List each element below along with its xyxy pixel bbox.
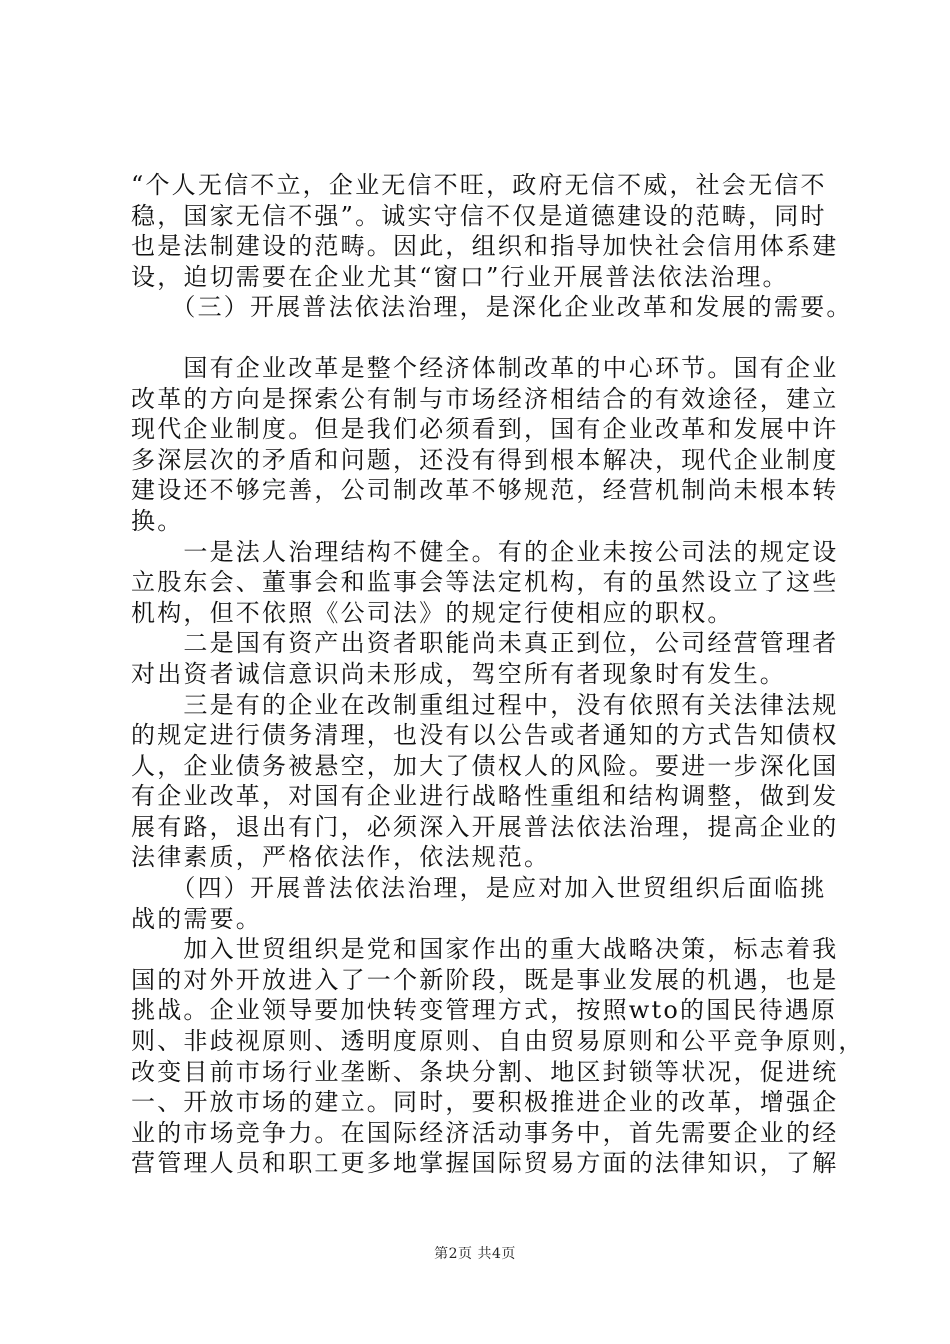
text-line: 换。	[131, 506, 184, 535]
text-line: 现代企业制度。但是我们必须看到，国有企业改革和发展中许	[131, 415, 839, 444]
text-line: 一是法人治理结构不健全。有的企业未按公司法的规定设	[131, 537, 839, 566]
text-line: 挑战。企业领导要加快转变管理方式，按照wto的国民待遇原	[131, 996, 838, 1025]
text-line: 改革的方向是探索公有制与市场经济相结合的有效途径，建立	[131, 384, 839, 413]
text-line: 国的对外开放进入了一个新阶段，既是事业发展的机遇，也是	[131, 965, 839, 994]
text-line: 设，迫切需要在企业尤其“窗口”行业开展普法依法治理。	[131, 262, 789, 291]
text-line: 营管理人员和职工更多地掌握国际贸易方面的法律知识，了解	[131, 1149, 839, 1178]
text-line: 稳，国家无信不强”。诚实守信不仅是道德建设的范畴，同时	[131, 201, 827, 230]
text-line: 也是法制建设的范畴。因此，组织和指导加快社会信用体系建	[131, 232, 839, 261]
text-line: 立股东会、董事会和监事会等法定机构，有的虽然设立了这些	[131, 568, 839, 597]
text-line: 加入世贸组织是党和国家作出的重大战略决策，标志着我	[131, 935, 839, 964]
text-line: 多深层次的矛盾和问题，还没有得到根本解决，现代企业制度	[131, 445, 839, 474]
section-heading: 战的需要。	[131, 904, 262, 933]
text-line: 法律素质，严格依法作，依法规范。	[131, 843, 551, 872]
paragraph-gap	[131, 323, 843, 353]
text-line: 机构，但不依照《公司法》的规定行使相应的职权。	[131, 598, 734, 627]
section-heading: （四）开展普法依法治理，是应对加入世贸组织后面临挑	[131, 874, 827, 903]
text-line: 改变目前市场行业垄断、条块分割、地区封锁等状况，促进统	[131, 1057, 839, 1086]
section-heading: （三）开展普法依法治理，是深化企业改革和发展的需要。	[131, 293, 853, 322]
text-line: 国有企业改革是整个经济体制改革的中心环节。国有企业	[131, 353, 839, 382]
text-line: 的规定进行债务清理，也没有以公告或者通知的方式告知债权	[131, 721, 839, 750]
text-line: 展有路，退出有门，必须深入开展普法依法治理，提高企业的	[131, 812, 839, 841]
document-body	[131, 170, 865, 1179]
text-line: 建设还不够完善，公司制改革不够规范，经营机制尚未根本转	[131, 476, 839, 505]
text-line: 则、非歧视原则、透明度原则、自由贸易原则和公平竞争原则，	[131, 1027, 865, 1056]
text-line: “个人无信不立，企业无信不旺，政府无信不威，社会无信不	[131, 171, 827, 199]
text-line: 有企业改革，对国有企业进行战略性重组和结构调整，做到发	[131, 782, 839, 811]
text-line: 对出资者诚信意识尚未形成，驾空所有者现象时有发生。	[131, 659, 786, 688]
page-number-footer: 第2页 共4页	[434, 1246, 516, 1262]
text-line: 二是国有资产出资者职能尚未真正到位，公司经营管理者	[131, 629, 839, 658]
text-line: 三是有的企业在改制重组过程中，没有依照有关法律法规	[131, 690, 839, 719]
text-line: 一、开放市场的建立。同时，要积极推进企业的改革，增强企	[131, 1088, 839, 1117]
text-line: 人，企业债务被悬空，加大了债权人的风险。要进一步深化国	[131, 751, 839, 780]
text-line: 业的市场竞争力。在国际经济活动事务中，首先需要企业的经	[131, 1118, 839, 1147]
